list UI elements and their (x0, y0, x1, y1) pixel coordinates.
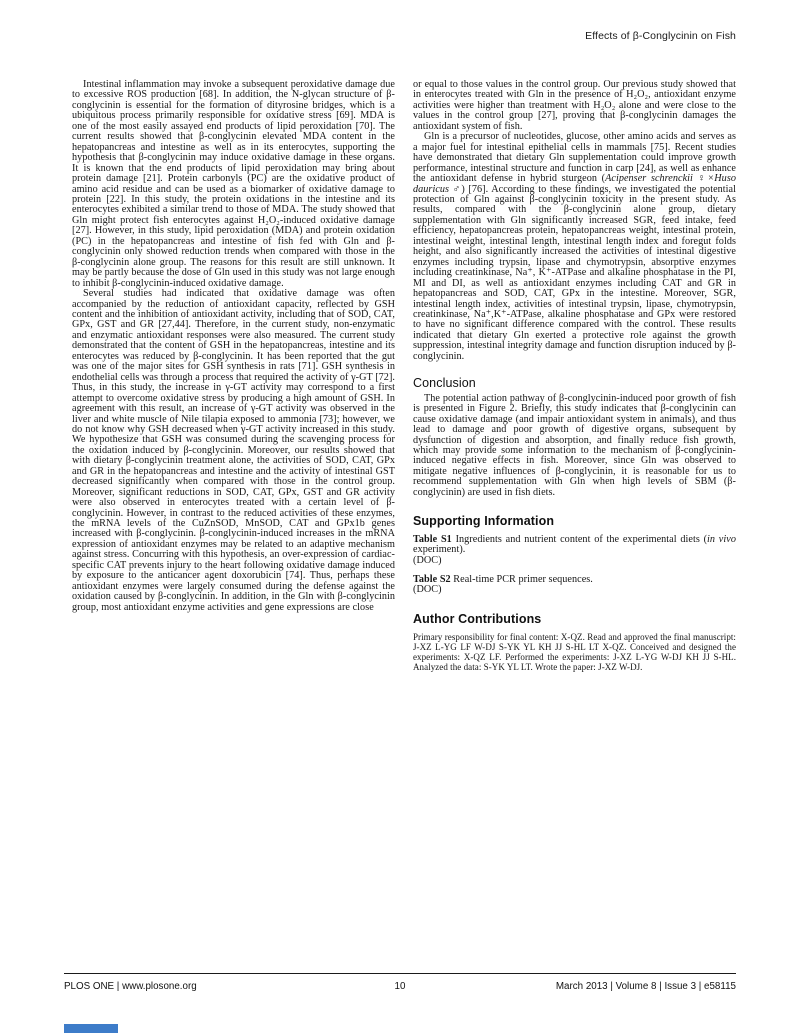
paragraph-author-contributions (413, 632, 736, 672)
italic-text: Acipenser schrenckii ♀×Huso dauricus ♂ (413, 173, 736, 195)
bottom-blue-bar (64, 1024, 118, 1033)
paragraph-oxidative-damage (72, 80, 395, 289)
paragraph-control-group-continuation (413, 80, 736, 132)
text-segment: Intestinal inflammation may invoke a subsequent peroxidative damage due to excessive ROS production [68]. In addition, the N-glycan structure of β-conglycinin is essential for the formation of dityrosine bridges, which is a ubiquitous process primarily responsible for oxidative stress [69]. MDA is one of the most easily assayed end products of lipid peroxidation [70]. The current results showed that β-conglycinin elevated MDA content in the hepatopancreas and intestine as well as in its enterocytes, supporting the hypothesis that β-conglycinin may induce oxidative damage in these organs. It is known that the end products of lipid peroxidation may bring about protein damage [21]. Protein carbonyls (PC) are the oxidative product of amino acid residue and can be used as a biomarker of oxidative damage to protein [22]. In this study, the protein oxidations in the intestine and its enterocytes exhibited a similar trend to those of MDA. The study showed that Gln might protect fish enterocytes against H₂O₂-induced oxidative damage [27]. However, in this study, lipid peroxidation (MDA) and protein oxidation (PC) in the hepatopancreas and intestine of fish fed with Gln and β-conglycinin only showed reduction trends when compared with those in the β-conglycinin alone group. The reasons for this result are still unknown. It may be partly because the dose of Gln used in this study was not large enough to inhibit β-conglycinin-induced oxidative damage. (72, 79, 395, 289)
supporting-item-table-s1 (413, 535, 736, 566)
column-right (413, 80, 736, 672)
text-segment: ) [76]. According to these findings, we investigated the potential protection of Gln against β-conglycinin toxicity in the present study. As results, compared with the β-conglycinin alone group, dietary supplementation with Gln significantly increased SGR, feed intake, feed efficiency, hepatopancreas protein, hepatopancreas weight, intestinal protein, intestinal weight, intestinal length, intestinal length index and foregut folds height, and also significantly increased the activities of intestinal digestive enzymes including trypsin, lipase and chymotrypsin, absorptive enzymes including creatinkinase, Na⁺, K⁺-ATPase and alkaline phosphatase in the PI, MI and DI, as well as antioxidant enzymes including CAT and GR in hepatopancreas and SOD, CAT, GPx in the intestine. Moreover, SGR, intestinal length index, activities of intestinal trypsin, lipase, chymotrypsin, creatinkinase, Na⁺,K⁺-ATPase, alkaline phosphatase and GPx were restored to have no significant difference compared with the control. These results indicated that dietary Gln exerted a protective role against the growth suppression, intestinal integrity damage and function disruption induced by β-conglycinin. (413, 183, 737, 362)
text-segment: Gln is a precursor of nucleotides, glucose, other amino acids and serves as a major fuel for intestinal epithelial cells in mammals [75]. Recent studies have demonstrated that dietary Gln supplementation could improve growth performance, intestinal structure and function in carp [24], as well as enhance the antioxidant defense in hybrid sturgeon ( (413, 131, 736, 185)
paragraph-gln-precursor (413, 132, 736, 362)
text-segment: The potential action pathway of β-conglycinin-induced poor growth of fish is presented in Figure 2. Briefly, this study indicates that β-conglycinin can cause oxidative damage (and impair antioxidant system in animals), and thus lead to damage and poor growth of digestive organs, subsequent by dysfunction of digestion and absorption, and finally reduce fish growth, which may provide some information to the mechanism of β-conglycinin-induced negative effects in fish. Moreover, since Gln was observed to mitigate negative influences of β-conglycinin, it is reasonable for us to recommend supplementation with Gln when high levels of SBM (β-conglycinin) are used in fish diets. (413, 392, 736, 498)
footer-rule (64, 973, 736, 974)
running-head: Effects of β-Conglycinin on Fish (585, 30, 736, 42)
text-segment: Several studies had indicated that oxidative damage was often accompanied by the reduction of antioxidant capacity, reflected by GSH content and the inhibition of antioxidant activity, including that of SOD, CAT, GPx, GST and GR [27,44]. Therefore, in the current study, non-enzymatic and enzymatic antioxidant responses were also measured. The current study demonstrated that the content of GSH in the hepatopancreas, intestine and its enterocytes was reduced by β-conglycinin. It has been reported that the gut was one of the major sites for GSH synthesis in rats [71]. GSH synthesis in endothelial cells was through a process that required the activity of γ-GT [72]. Thus, in this study, the increase in γ-GT activity may correspond to a first attempt to overcome oxidative stress by producing a high amount of GSH. In agreement with this result, an increase of γ-GT activity was observed in the liver and white muscle of Nile tilapia exposed to ammonia [73]; however, we do not know why GSH decreased when γ-GT activity increased in this study. We hypothesize that GSH was consumed during the scavenging process for the oxidation induced by β-conglycinin. Moreover, our results showed that with dietary β-conglycinin treatment alone, the activities of SOD, CAT, GPx and GR in the hepatopancreas and intestine and the activity of intestinal GST decreased significantly when compared with those in the control group. Moreover, significant reductions in SOD, CAT, GPx, GST and GR activity were also observed in enterocytes treated with a certain level of β-conglycinin. However, in contrast to the reduced activities of these enzymes, the mRNA levels of the CuZnSOD, MnSOD, CAT and GPx1b genes increased with β-conglycinin. β-conglycinin-induced increases in the mRNA expression of antioxidant enzymes may be related to an adaptive mechanism against stress. Concurring with this hypothesis, an over-expression of cardiac-specific CAT prevents injury to the heart following oxidative damage induced by exposure to the anticancer agent doxorubicin [74]. Thus, perhaps these antioxidant enzymes were largely consumed during the defense against the oxidation caused by β-conglycinin. In addition, in the Gln with β-conglycinin group, most antioxidant enzyme activities and gene expressions are close (72, 288, 395, 613)
section-heading-author-contributions: Author Contributions (413, 611, 542, 626)
paragraph-antioxidant-capacity (72, 289, 395, 613)
text-segment: Primary responsibility for final content: X-QZ. Read and approved the final manuscript: J-XZ L-YG LF W-DJ S-YK YL KH JJ S-HL LT X-QZ. Conceived and designed the experiments: X-QZ LF. Performed the experiments: J-XZ L-YG W-DJ KH JJ S-HL. Analyzed the data: S-YK YL LT. Wrote the paper: J-XZ W-DJ. (413, 632, 736, 673)
text-segment: Real-time PCR primer sequences. (450, 574, 593, 586)
footer-page-number: 10 (394, 981, 406, 992)
text-segment: or equal to those values in the control group. Our previous study showed that in enterocytes treated with Gln in the presence of H₂O₂, antioxidant enzyme activities were higher than treatment with H₂O₂ alone and were close to the values in the control group [27], proving that β-conglycinin damages the antioxidant system of fish. (413, 79, 736, 132)
footer-journal: PLOS ONE | www.plosone.org (64, 981, 197, 992)
footer-issue-info: March 2013 | Volume 8 | Issue 3 | e58115 (555, 981, 736, 992)
bold-label: Table S1 (413, 533, 452, 545)
section-heading-supporting-information: Supporting Information (413, 514, 555, 529)
bold-label: Table S2 (413, 574, 451, 586)
section-heading-conclusion: Conclusion (413, 376, 476, 391)
text-segment: Ingredients and nutrient content of the experimental diets ( (451, 533, 708, 545)
column-left (72, 80, 395, 613)
paragraph-conclusion (413, 394, 736, 499)
italic-text: in vivo (707, 533, 736, 545)
text-segment: experiment). (413, 544, 466, 556)
text-segment: (DOC) (413, 554, 442, 566)
text-segment: (DOC) (413, 584, 442, 596)
supporting-item-table-s2 (413, 575, 736, 596)
footer (64, 981, 736, 995)
